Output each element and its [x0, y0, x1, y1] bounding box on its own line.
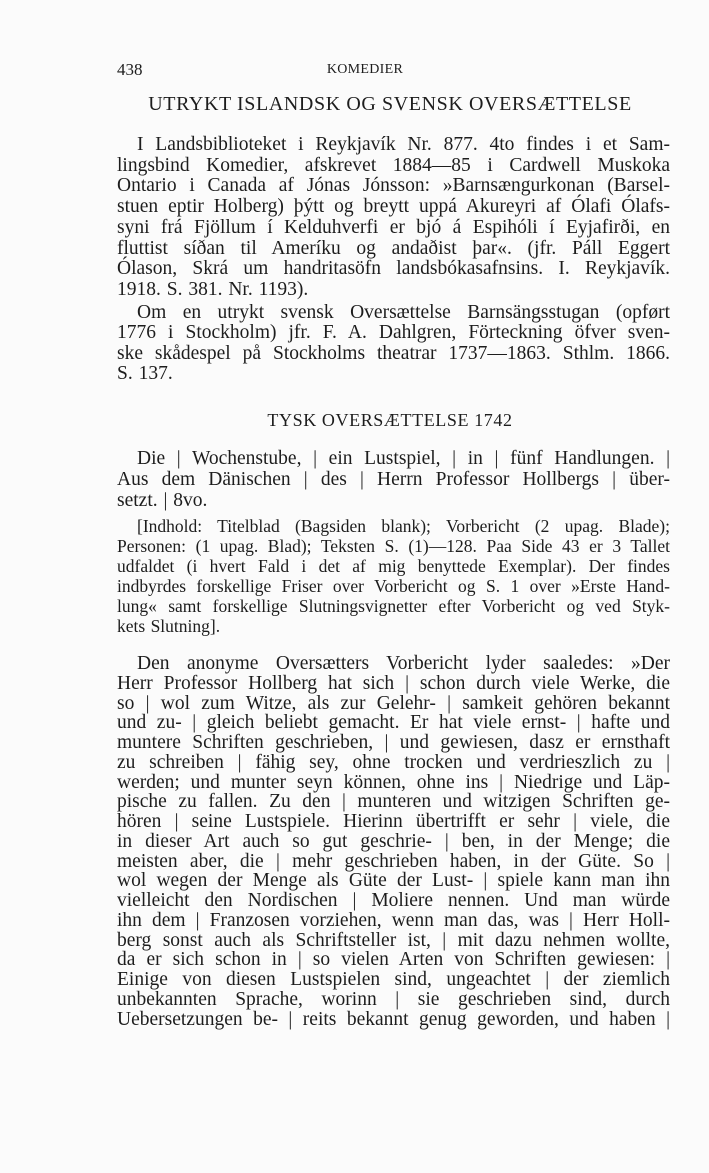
text-line: [Indhold: Titelblad (Bagsiden blank); Vorbericht (2 upag. Blade);	[137, 516, 670, 536]
text-line: berg sonst auch als Schriftsteller ist, | mit dazu nehmen wollte,	[117, 929, 670, 951]
section-heading-german-translation: TYSK OVERSÆTTELSE 1742	[267, 410, 513, 430]
text-line: udfaldet (i hvert Fald i det af mig benyttede Exemplar). Der findes	[117, 556, 670, 576]
text-line: wol wegen der Menge als Güte der Lust- | spiele kann man ihn	[117, 870, 670, 892]
text-line: fluttist síðan til Ameríku og andaðist þar«. (jfr. Páll Eggert	[117, 237, 670, 259]
text-line: S. 137.	[117, 363, 173, 385]
text-line: Personen: (1 upag. Blad); Teksten S. (1)—128. Paa Side 43 er 3 Tallet	[117, 536, 670, 556]
text-line: und zu- | gleich beliebt gemacht. Er hat viele ernst- | hafte und	[117, 712, 670, 734]
section-heading-untranslated: UTRYKT ISLANDSK OG SVENSK OVERSÆTTELSE	[148, 93, 632, 115]
text-line: pische zu fallen. Zu den | munteren und witzigen Schriften ge-	[117, 791, 670, 813]
text-line: meisten aber, die | mehr geschrieben haben, in der Güte. So |	[117, 850, 670, 872]
text-line: so | wol zum Witze, als zur Gelehr- | samkeit gehören bekannt	[117, 692, 670, 714]
text-line: zu schreiben | fähig sey, ohne trocken und verdrieszlich zu |	[117, 751, 670, 773]
text-line: unbekannten Sprache, worinn | sie geschrieben sind, durch	[117, 988, 670, 1010]
text-line: kets Slutning].	[117, 616, 221, 636]
text-line: I Landsbiblioteket i Reykjavík Nr. 877. 4to findes i et Sam-	[137, 134, 670, 155]
text-line: ihn dem | Franzosen vorziehen, wenn man das, was | Herr Holl-	[117, 909, 670, 931]
text-line: Om en utrykt svensk Oversættelse Barnsängsstugan (opført	[137, 302, 670, 323]
text-line: lung« samt forskellige Slutningsvignetter efter Vorbericht og ved Styk-	[117, 596, 670, 616]
text-line: 1918. S. 381. Nr. 1193).	[117, 278, 309, 300]
text-line: setzt. | 8vo.	[117, 490, 208, 511]
page-number: 438	[117, 60, 143, 79]
text-line: indbyrdes forskellige Friser over Vorbericht og S. 1 over »Erste Hand-	[117, 576, 670, 596]
text-line: vielleicht den Nordischen | Moliere nennen. Und man würde	[117, 890, 670, 911]
text-line: Herr Professor Hollberg hat sich | schon durch viele Werke, die	[117, 672, 670, 694]
text-line: Aus dem Dänischen | des | Herrn Professor Hollbergs | über-	[117, 469, 670, 490]
text-line: stuen eptir Holberg) þýtt og breytt uppá Akureyri af Ólafi Ólafs-	[117, 196, 670, 218]
text-line: da er sich schon in | so vielen Arten von Schriften gewiesen: |	[117, 949, 670, 971]
running-title: KOMEDIER	[326, 62, 404, 77]
text-line: Ólason, Skrá um handritasöfn landsbókasafnsins. I. Reykjavík.	[117, 258, 670, 280]
text-line: Die | Wochenstube, | ein Lustspiel, | in | fünf Handlungen. |	[137, 448, 670, 469]
text-line: Uebersetzungen be- | reits bekannt genug geworden, und haben |	[117, 1008, 670, 1030]
text-line: Einige von diesen Lustspielen sind, ungeachtet | der ziemlich	[117, 969, 670, 990]
text-line: in dieser Art auch so gut geschrie- | ben, in der Menge; die	[117, 830, 670, 852]
text-line: muntere Schriften geschrieben, | und gewiesen, dasz er ernsthaft	[117, 732, 670, 753]
text-line: ske skådespel på Stockholms theatrar 1737—1863. Sthlm. 1866.	[117, 342, 670, 364]
text-line: Ontario i Canada af Jónas Jónsson: »Barnsængurkonan (Barsel-	[117, 175, 670, 197]
text-line: werden; und munter seyn können, ohne ins | Niedrige und Läp-	[117, 771, 670, 793]
text-line: hören | seine Lustspiele. Hierinn übertrifft er sehr | viele, die	[117, 811, 670, 832]
text-line: lingsbind Komedier, afskrevet 1884—85 i Cardwell Muskoka	[117, 154, 670, 176]
text-line: syni frá Fjöllum í Kelduhverfi er bjó á Espihóli í Eyjafirði, en	[117, 216, 670, 238]
text-line: Den anonyme Oversætters Vorbericht lyder saaledes: »Der	[137, 653, 670, 674]
text-line: 1776 i Stockholm) jfr. F. A. Dahlgren, Förteckning öfver sven-	[117, 322, 670, 344]
